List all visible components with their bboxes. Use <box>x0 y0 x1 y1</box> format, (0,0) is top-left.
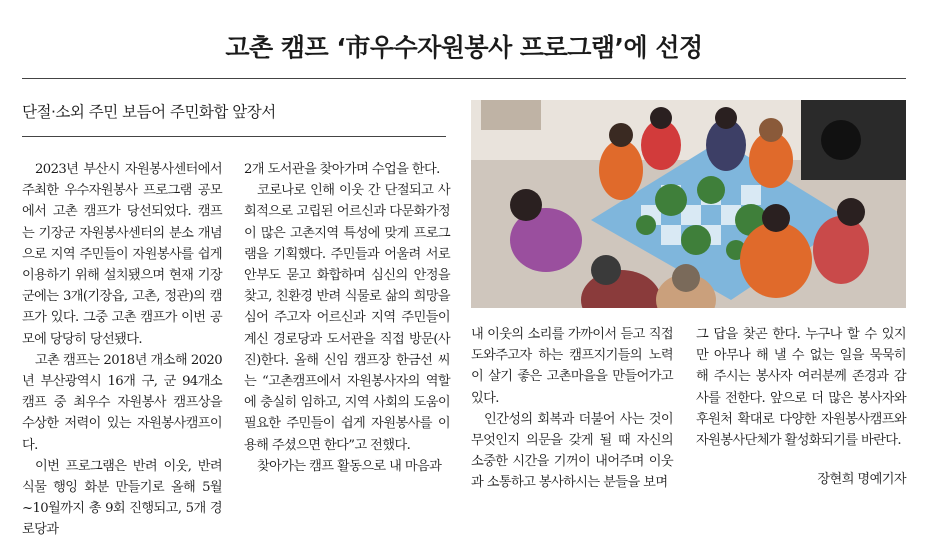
subheadline: 단절·소외 주민 보듬어 주민화합 앞장서 <box>22 103 276 121</box>
volunteers-potting-plants-image <box>471 100 906 308</box>
paragraph: 이번 프로그램은 반려 이웃, 반려식물 행잉 화분 만들기로 올해 5월~10월까지 총 9회 진행되고, 5개 경로당과 <box>22 458 222 538</box>
headline: 고촌 캠프 ‘市우수자원봉사 프로그램’에 선정 <box>225 33 703 62</box>
article-column-1 <box>22 159 222 541</box>
paragraph: 2개 도서관을 찾아가며 수업을 한다. <box>244 162 440 177</box>
paragraph: 인간성의 회복과 더불어 사는 것이 무엇인지 의문을 갖게 될 때 자신의 소중한 시간을 기꺼이 내어주며 이웃과 소통하고 봉사하시는 분들을 보며 <box>471 411 673 491</box>
subhead-rule <box>22 136 446 137</box>
article-column-4 <box>696 324 906 451</box>
paragraph: 찾아가는 캠프 활동으로 내 마음과 <box>257 458 442 474</box>
article-photo <box>471 100 906 308</box>
paragraph: 고촌 캠프는 2018년 개소해 2020년 부산광역시 16개 구, 군 94개소 캠프 중 최우수 자원봉사 캠프상을 수상한 저력이 있는 자원봉사캠프이다. <box>22 352 222 453</box>
paragraph: 코로나로 인해 이웃 간 단절되고 사회적으로 고립된 어르신과 다문화가정이 많은 고촌지역 특성에 맞게 프로그램을 기획했다. 주민들과 어울려 서로 안부도 묻고 화합하며 심신의 안정을 찾고, 친환경 반려 식물로 삶의 희망을 심어 주고자 어르신과 지역 주민들이 계신 경로당과 도서관을 직접 방문(사진)한다. 올해 신임 캠프장 한금선 씨는 “고촌캠프에서 자원봉사자의 역할에 충실히 임하고, 지역 사회의 도움이 필요한 주민들이 쉽게 자원봉사를 이용해 주셨으면 한다”고 전했다. <box>244 183 450 453</box>
article-column-2 <box>244 159 450 477</box>
top-rule <box>22 78 906 79</box>
article-column-3 <box>471 324 673 494</box>
byline: 장현희 명예기자 <box>817 472 906 487</box>
paragraph: 내 이웃의 소리를 가까이서 듣고 직접 도와주고자 하는 캠프지기들의 노력이 살기 좋은 고촌마을을 만들어가고 있다. <box>471 327 673 406</box>
paragraph: 2023년 부산시 자원봉사센터에서 주최한 우수자원봉사 프로그램 공모에서 고촌 캠프가 당선되었다. 캠프는 기장군 자원봉사센터의 분소 개념으로 지역 주민들이 자원봉사를 쉽게 이용하기 위해 설치됐으며 현재 기장군에는 3개(기장읍, 고촌, 정관)의 캠프가 있다. 그중 고촌 캠프가 이번 공모에 당당히 당선됐다. <box>22 162 222 347</box>
paragraph: 그 답을 찾곤 한다. 누구나 할 수 있지만 아무나 해 낼 수 없는 일을 묵묵히 해 주시는 봉사자 여러분께 존경과 감사를 전한다. 앞으로 더 많은 봉사자와 후원처 확대로 다양한 자원봉사캠프와 자원봉사단체가 활성화되기를 바란다. <box>696 327 906 449</box>
